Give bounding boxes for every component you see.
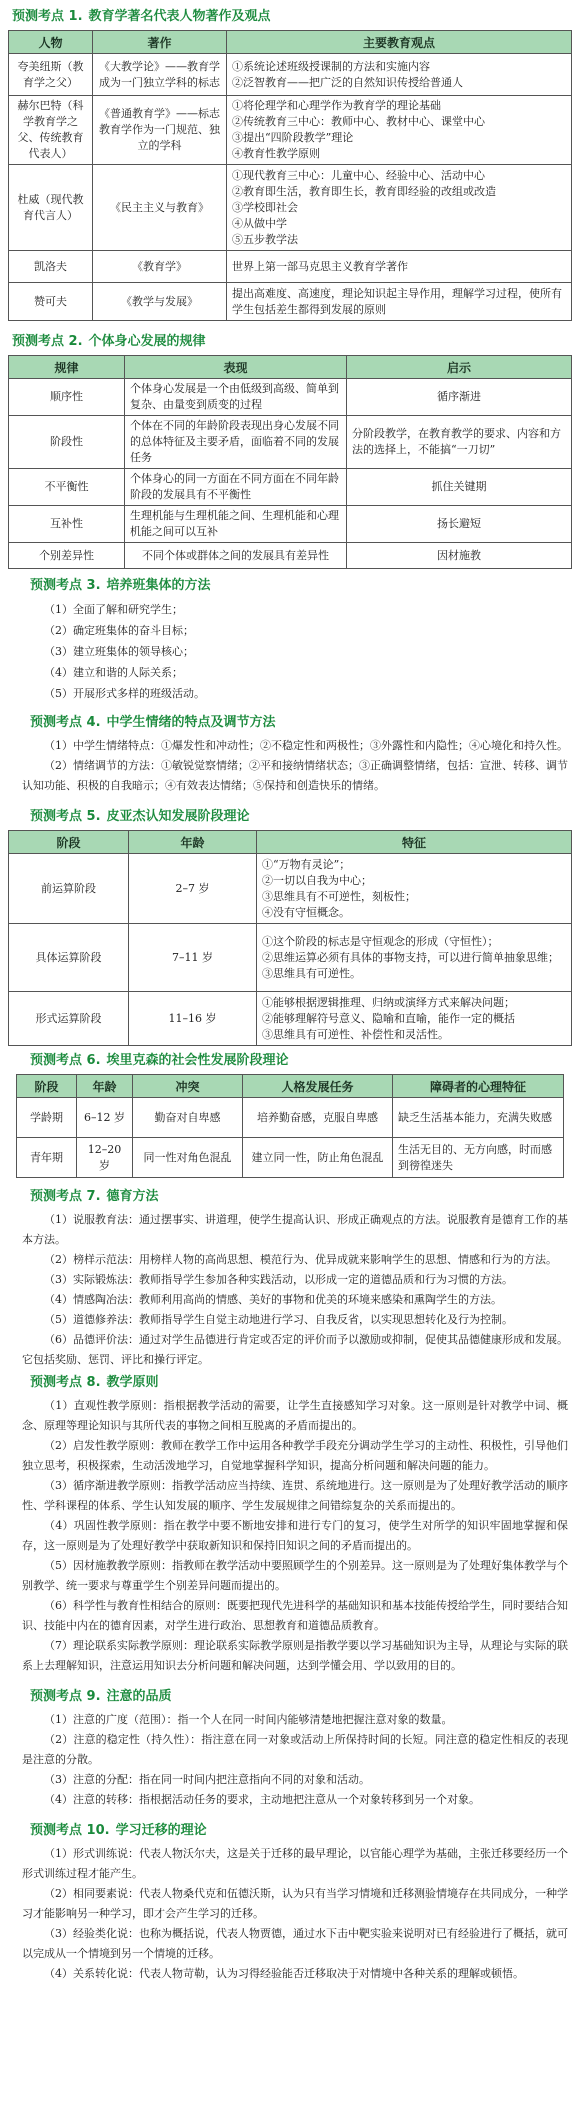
piaget-table — [8, 830, 572, 1046]
paragraph: （4）关系转化说：代表人物苛勒，认为习得经验能否迁移取决于对情境中各种关系的理解或顿悟。 — [44, 1967, 524, 1980]
paragraph: （4）情感陶冶法：教师利用高尚的情感、美好的事物和优美的环境来感染和熏陶学生的方法。 — [44, 1293, 502, 1306]
list-item: （1）全面了解和研究学生； — [44, 603, 183, 616]
section-title: 预测考点 2. 个体身心发展的规律 — [12, 334, 206, 349]
table-header-row: 人物 著作 主要教育观点 — [9, 31, 572, 54]
list-item: （3）建立班集体的领导核心； — [44, 645, 194, 658]
table-row: 前运算阶段 2–7 岁 ①“万物有灵论”； ②一切以自我为中心； ③思维具有不可逆性，刻板性； ④没有守恒概念。 — [9, 854, 572, 924]
section-title: 预测考点 9. 注意的品质 — [30, 1689, 172, 1704]
section-title: 预测考点 4. 中学生情绪的特点及调节方法 — [30, 715, 276, 730]
table-row: 杜威（现代教育代言人） 《民主主义与教育》 ①现代教育三中心：儿童中心、经验中心、活动中心 ②教育即生活，教育即生长，教育即经验的改组或改造 ③学校即社会 ④从做中学 ⑤五步教学法 — [9, 165, 572, 251]
section-title: 预测考点 6. 埃里克森的社会性发展阶段理论 — [30, 1053, 289, 1068]
table-row: 个别差异性 不同个体或群体之间的发展具有差异性 因材施教 — [9, 543, 572, 569]
paragraph: （7）理论联系实际教学原则：理论联系实际教学原则是指教学要以学习基础知识为主导，从理论与实际的联系上去理解知识，注意运用知识去分析问题和解决问题，达到学懂会用、学以致用的目的。 — [22, 1639, 568, 1672]
development-laws-table — [8, 355, 572, 569]
list-item: （5）开展形式多样的班级活动。 — [44, 687, 205, 700]
paragraph: （3）实际锻炼法：教师指导学生参加各种实践活动，以形成一定的道德品质和行为习惯的方法。 — [44, 1273, 513, 1286]
table-row: 学龄期 6–12 岁 勤奋对自卑感 培养勤奋感，克服自卑感 缺乏生活基本能力，充满失败感 — [17, 1098, 564, 1138]
paragraph: （1）中学生情绪特点：①爆发性和冲动性；②不稳定性和两极性；③外露性和内隐性；④心境化和持久性。 — [44, 739, 568, 752]
paragraph: （2）榜样示范法：用榜样人物的高尚思想、模范行为、优异成就来影响学生的思想、情感和行为的方法。 — [44, 1253, 557, 1266]
paragraph: （6）品德评价法：通过对学生品德进行肯定或否定的评价而予以激励或抑制，促使其品德健康形成和发展。它包括奖励、惩罚、评比和操行评定。 — [22, 1333, 568, 1366]
table-header-row: 规律 表现 启示 — [9, 356, 572, 379]
paragraph: （3）经验类化说：也称为概括说，代表人物贾德，通过水下击中靶实验来说明对已有经验进行了概括，就可以完成从一个情境到另一个情境的迁移。 — [22, 1927, 568, 1960]
list-item: （2）确定班集体的奋斗目标； — [44, 624, 194, 637]
section-title: 预测考点 7. 德育方法 — [30, 1189, 159, 1204]
paragraph: （3）注意的分配：指在同一时间内把注意指向不同的对象和活动。 — [44, 1773, 370, 1786]
paragraph: （1）直观性教学原则：指根据教学活动的需要，让学生直接感知学习对象。这一原则是针对教学中词、概念、原理等理论知识与其所代表的事物之间相互脱离的矛盾而提出的。 — [22, 1399, 568, 1432]
paragraph: （1）形式训练说：代表人物沃尔夫，这是关于迁移的最早理论，以官能心理学为基础，主张迁移要经历一个形式训练过程才能产生。 — [22, 1847, 568, 1880]
section-title: 预测考点 10. 学习迁移的理论 — [30, 1823, 207, 1838]
paragraph: （2）情绪调节的方法：①敏锐觉察情绪；②平和接纳情绪状态；③正确调整情绪，包括：宣泄、转移、调节认知功能、积极的自我暗示；④有效表达情绪；⑤保持和创造快乐的情绪。 — [22, 759, 568, 792]
table-row: 具体运算阶段 7–11 岁 ①这个阶段的标志是守恒观念的形成（守恒性）； ②思维运算必须有具体的事物支持，可以进行简单抽象思维； ③思维具有可逆性。 — [9, 924, 572, 992]
paragraph: （4）注意的转移：指根据活动任务的要求，主动地把注意从一个对象转移到另一个对象。 — [44, 1793, 480, 1806]
erikson-table — [16, 1074, 564, 1178]
table-row: 互补性 生理机能与生理机能之间、生理机能和心理机能之间可以互补 扬长避短 — [9, 506, 572, 543]
list-item: （4）建立和谐的人际关系； — [44, 666, 183, 679]
paragraph: （2）注意的稳定性（持久性）：指注意在同一对象或活动上所保持时间的长短。同注意的稳定性相反的表现是注意的分散。 — [22, 1733, 568, 1766]
table-row: 阶段性 个体在不同的年龄阶段表现出身心发展不同的总体特征及主要矛盾，面临着不同的发展任务 分阶段教学，在教育教学的要求、内容和方法的选择上，不能搞“一刀切” — [9, 416, 572, 469]
table-header-row: 阶段 年龄 特征 — [9, 831, 572, 854]
paragraph: （1）注意的广度（范围）：指一个人在同一时间内能够清楚地把握注意对象的数量。 — [44, 1713, 453, 1726]
section-title: 预测考点 5. 皮亚杰认知发展阶段理论 — [30, 809, 250, 824]
section-title: 预测考点 8. 教学原则 — [30, 1375, 159, 1390]
table-row: 顺序性 个体身心发展是一个由低级到高级、简单到复杂、由量变到质变的过程 循序渐进 — [9, 379, 572, 416]
section-title: 预测考点 1. 教育学著名代表人物著作及观点 — [12, 9, 271, 24]
paragraph: （3）循序渐进教学原则：指教学活动应当持续、连贯、系统地进行。这一原则是为了处理好教学活动的顺序性、学科课程的体系、学生认知发展的顺序、学生发展规律之间错综复杂的关系而提出的。 — [22, 1479, 568, 1512]
table-row: 赞可夫 《教学与发展》 提出高难度、高速度，理论知识起主导作用，理解学习过程，使所有学生包括差生都得到发展的原则 — [9, 283, 572, 321]
paragraph: （6）科学性与教育性相结合的原则：既要把现代先进科学的基础知识和基本技能传授给学生，同时要结合知识、技能中内在的德育因素，对学生进行政治、思想教育和道德品质教育。 — [22, 1599, 568, 1632]
table-row: 夸美纽斯（教育学之父） 《大教学论》——教育学成为一门独立学科的标志 ①系统论述班级授课制的方法和实施内容 ②泛智教育——把广泛的自然知识传授给普通人 — [9, 54, 572, 96]
section-title: 预测考点 3. 培养班集体的方法 — [30, 578, 211, 593]
paragraph: （4）巩固性教学原则：指在教学中要不断地安排和进行专门的复习，使学生对所学的知识牢固地掌握和保存，这一原则是为了处理好教学中获取新知识和保持旧知识之间的矛盾而提出的。 — [22, 1519, 568, 1552]
table-row: 赫尔巴特（科学教育学之父、传统教育代表人） 《普通教育学》——标志教育学作为一门规范、独立的学科 ①将伦理学和心理学作为教育学的理论基础 ②传统教育三中心：教师中心、教材中心、课堂中心 ③提出“四阶段教学”理论 ④教育性教学原则 — [9, 96, 572, 165]
table-row: 不平衡性 个体身心的同一方面在不同方面在不同年龄阶段的发展具有不平衡性 抓住关键期 — [9, 469, 572, 506]
paragraph: （2）启发性教学原则：教师在教学工作中运用各种教学手段充分调动学生学习的主动性、积极性，引导他们独立思考，积极探索，生动活泼地学习，自觉地掌握科学知识，提高分析问题和解决问题的能力。 — [22, 1439, 568, 1472]
table-row: 形式运算阶段 11–16 岁 ①能够根据逻辑推理、归纳或演绎方式来解决问题； ②能够理解符号意义、隐喻和直喻，能作一定的概括 ③思维具有可逆性、补偿性和灵活性。 — [9, 992, 572, 1046]
table-header-row: 阶段 年龄 冲突 人格发展任务 障碍者的心理特征 — [17, 1075, 564, 1098]
paragraph: （1）说服教育法：通过摆事实、讲道理，使学生提高认识、形成正确观点的方法。说服教育是德育工作的基本方法。 — [22, 1213, 568, 1246]
educators-table — [8, 30, 572, 321]
paragraph: （5）因材施教教学原则：指教师在教学活动中要照顾学生的个别差异。这一原则是为了处理好集体教学与个别教学、统一要求与尊重学生个别差异问题而提出的。 — [22, 1559, 568, 1592]
table-row: 青年期 12–20 岁 同一性对角色混乱 建立同一性，防止角色混乱 生活无目的、无方向感，时而感到徬徨迷失 — [17, 1138, 564, 1178]
paragraph: （5）道德修养法：教师指导学生自觉主动地进行学习、自我反省，以实现思想转化及行为控制。 — [44, 1313, 513, 1326]
table-row: 凯洛夫 《教育学》 世界上第一部马克思主义教育学著作 — [9, 251, 572, 283]
paragraph: （2）相同要素说：代表人物桑代克和伍德沃斯，认为只有当学习情境和迁移测验情境存在共同成分，一种学习才能影响另一种学习，即才会产生学习的迁移。 — [22, 1887, 568, 1920]
